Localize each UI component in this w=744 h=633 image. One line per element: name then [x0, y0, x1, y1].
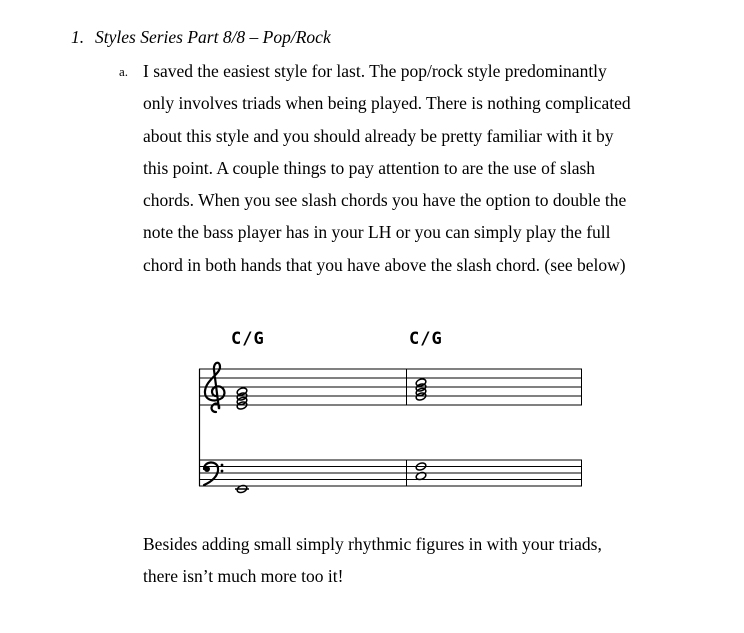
paragraph-line: about this style and you should already be pretty familiar with it by — [143, 125, 614, 146]
paragraph-line: chords. When you see slash chords you have the option to double the — [143, 190, 627, 211]
paragraph-line: Besides adding small simply rhythmic figures in with your triads, — [143, 534, 602, 554]
chord-symbol: C/G — [231, 329, 265, 349]
closing-paragraph — [143, 528, 703, 593]
paragraph-line: this point. A couple things to pay attention to are the use of slash — [143, 157, 596, 178]
bass-clef-icon — [204, 462, 223, 485]
paragraph-line: there isn’t much more too it! — [143, 566, 344, 587]
list-item-marker: a. — [119, 64, 129, 79]
paragraph-line: note the bass player has in your LH or you can simply play the full — [143, 222, 611, 243]
bass-staff — [199, 460, 582, 486]
paragraph-line: chord in both hands that you have above the slash chord. (see below) — [143, 254, 626, 275]
bass-chord — [415, 462, 427, 481]
paragraph-line: only involves triads when being played. There is nothing complicated — [143, 93, 631, 114]
treble-chord — [415, 378, 427, 402]
heading-number: 1. — [71, 27, 85, 47]
heading-title: Styles Series Part 8/8 – Pop/Rock — [95, 27, 331, 47]
paragraph-line: I saved the easiest style for last. The pop/rock style predominantly — [143, 61, 607, 81]
treble-chord — [236, 387, 248, 411]
chord-symbol: C/G — [409, 329, 443, 349]
treble-staff — [199, 369, 582, 405]
